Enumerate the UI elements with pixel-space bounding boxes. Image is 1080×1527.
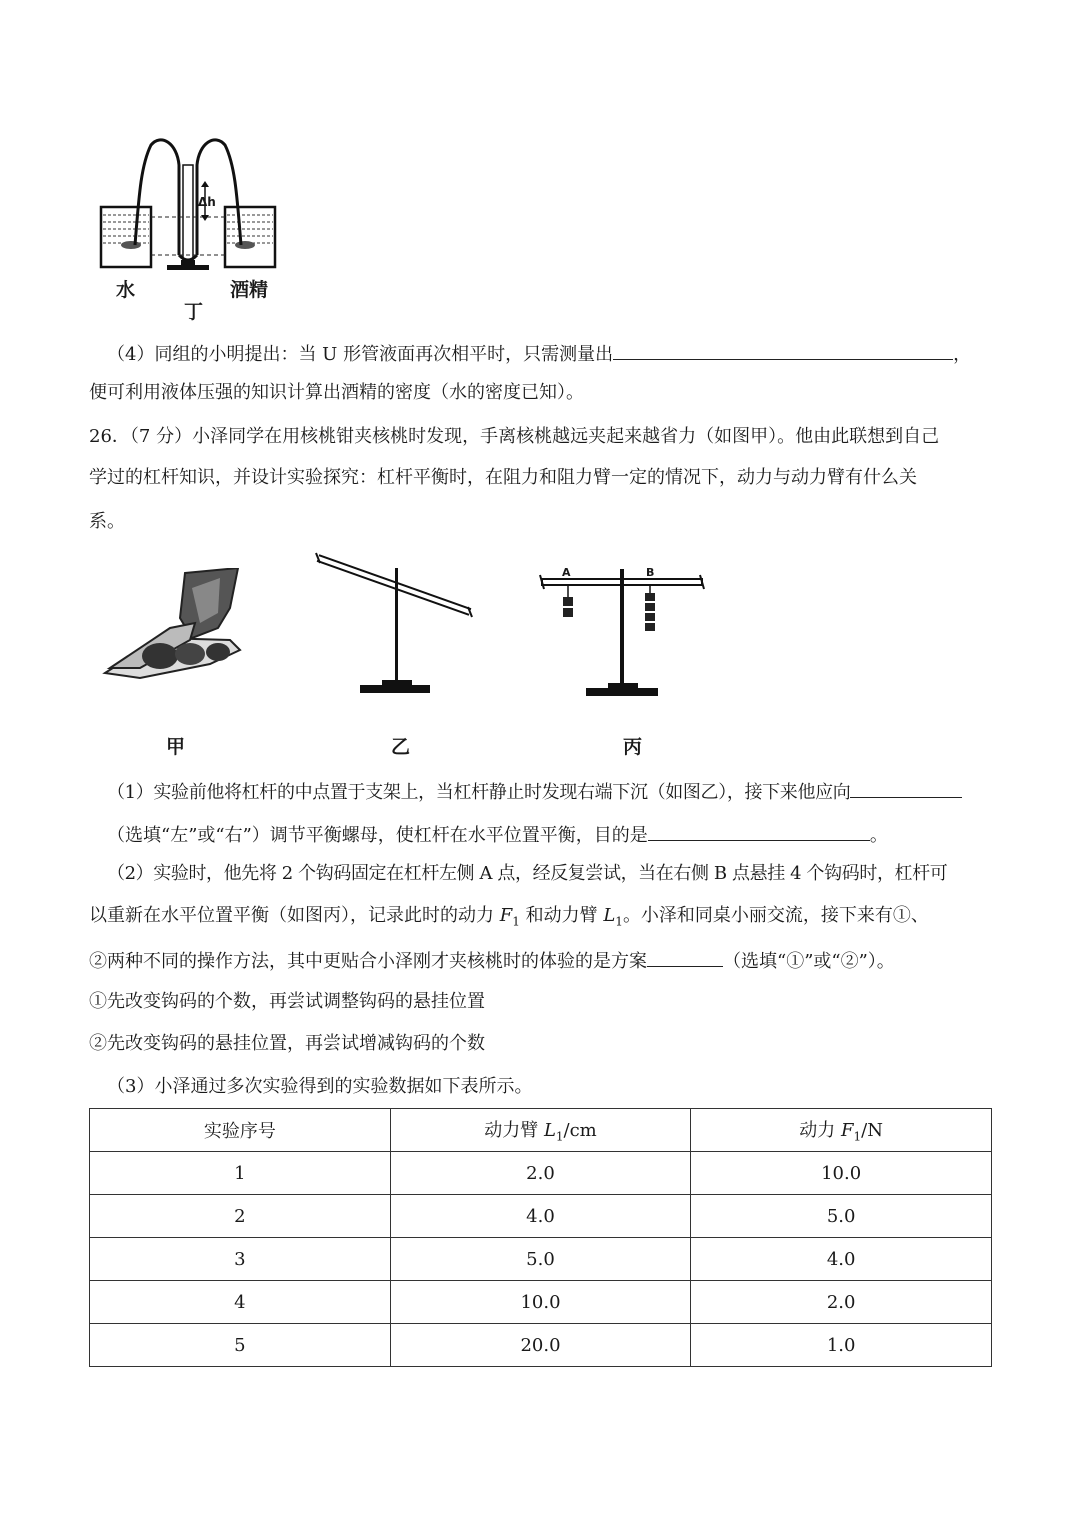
cell-force: 10.0 [691, 1152, 992, 1195]
header-trial: 实验序号 [90, 1109, 391, 1152]
alcohol-label: 酒精 [230, 279, 269, 301]
figure-lever-balanced [538, 565, 708, 700]
figure-u-tube-apparatus [95, 135, 285, 275]
table-row [90, 1281, 992, 1324]
var-l-sub: 1 [615, 914, 623, 929]
q26-1-text2: （选填“左”或“右”）调节平衡螺母，使杠杆在水平位置平衡，目的是 [107, 825, 648, 846]
cell-arm: 20.0 [390, 1324, 691, 1367]
cell-trial: 4 [90, 1281, 391, 1324]
q26-1-line1 [107, 777, 962, 805]
q25-4-line1 [107, 339, 971, 367]
cell-arm: 4.0 [390, 1195, 691, 1238]
q25-4-text: （4）同组的小明提出：当 U 形管液面再次相平时，只需测量出 [107, 344, 614, 365]
cell-force: 4.0 [691, 1238, 992, 1281]
answer-blank[interactable] [647, 946, 723, 967]
figure-ding-caption: 丁 [184, 301, 204, 323]
q25-4-comma: ， [953, 344, 972, 365]
cell-trial: 5 [90, 1324, 391, 1367]
q26-2-text-c: 。小泽和同桌小丽交流，接下来有①、 [622, 905, 929, 926]
q26-2-line1: （2）实验时，他先将 2 个钩码固定在杠杆左侧 A 点，经反复尝试，当在右侧 B 点悬挂 4 个钩码时，杠杆可 [107, 863, 948, 884]
q26-2-text-d: ②两种不同的操作方法，其中更贴合小泽刚才夹核桃时的体验的是方案 [89, 951, 647, 972]
q26-2-text-b: 和动力臂 [525, 905, 598, 926]
figure-yi-caption: 乙 [391, 736, 411, 758]
var-l: L [603, 905, 616, 926]
cell-trial: 2 [90, 1195, 391, 1238]
delta-h-label: Δh [198, 195, 216, 209]
var-f-sub: 1 [512, 914, 520, 929]
q25-4-line2: 便可利用液体压强的知识计算出酒精的密度（水的密度已知）。 [89, 382, 584, 403]
cell-arm: 10.0 [390, 1281, 691, 1324]
figure-bing-caption: 丙 [623, 736, 643, 758]
header-arm: 动力臂 $L_1/cm$ [390, 1109, 691, 1152]
cell-trial: 3 [90, 1238, 391, 1281]
q26-option-2: ②先改变钩码的悬挂位置，再尝试增减钩码的个数 [89, 1033, 485, 1054]
water-label: 水 [116, 279, 136, 301]
q26-3-line: （3）小泽通过多次实验得到的实验数据如下表所示。 [107, 1076, 533, 1097]
q26-option-1: ①先改变钩码的个数，再尝试调整钩码的悬挂位置 [89, 991, 485, 1012]
q26-2-text-a: 以重新在水平位置平衡（如图丙），记录此时的动力 [89, 905, 494, 926]
data-table [89, 1108, 992, 1367]
answer-blank[interactable] [648, 820, 870, 841]
q26-1-end: 。 [869, 825, 888, 846]
table-row [90, 1238, 992, 1281]
table-header-row [90, 1109, 992, 1152]
point-b-label: B [646, 566, 655, 579]
cell-arm: 2.0 [390, 1152, 691, 1195]
q26-intro-line3: 系。 [89, 511, 125, 532]
table-row [90, 1152, 992, 1195]
q26-1-text: （1）实验前他将杠杆的中点置于支架上，当杠杆静止时发现右端下沉（如图乙），接下来他应向 [107, 782, 851, 803]
table-row [90, 1195, 992, 1238]
q26-2-text-e: （选填“①”或“②”）。 [723, 951, 895, 972]
cell-force: 5.0 [691, 1195, 992, 1238]
cell-force: 1.0 [691, 1324, 992, 1367]
figure-jia-caption: 甲 [166, 736, 186, 758]
cell-arm: 5.0 [390, 1238, 691, 1281]
point-a-label: A [562, 566, 571, 579]
q26-2-line2 [89, 904, 929, 934]
var-f: F [499, 905, 513, 926]
q26-1-line2 [107, 820, 888, 848]
header-force: 动力 $F_1/N$ [691, 1109, 992, 1152]
figure-lever-tilted [310, 550, 480, 700]
cell-trial: 1 [90, 1152, 391, 1195]
table-row [90, 1324, 992, 1367]
answer-blank[interactable] [613, 339, 953, 360]
cell-force: 2.0 [691, 1281, 992, 1324]
q26-intro-line2: 学过的杠杆知识，并设计实验探究：杠杆平衡时，在阻力和阻力臂一定的情况下，动力与动力臂有什么关 [89, 467, 917, 488]
q26-intro-line1: 26．（7 分）小泽同学在用核桃钳夹核桃时发现，手离核桃越远夹起来越省力（如图甲）。他由此联想到自己 [89, 426, 940, 447]
q26-2-line3 [89, 946, 895, 974]
answer-blank[interactable] [850, 777, 962, 798]
figure-nutcracker [100, 568, 245, 688]
